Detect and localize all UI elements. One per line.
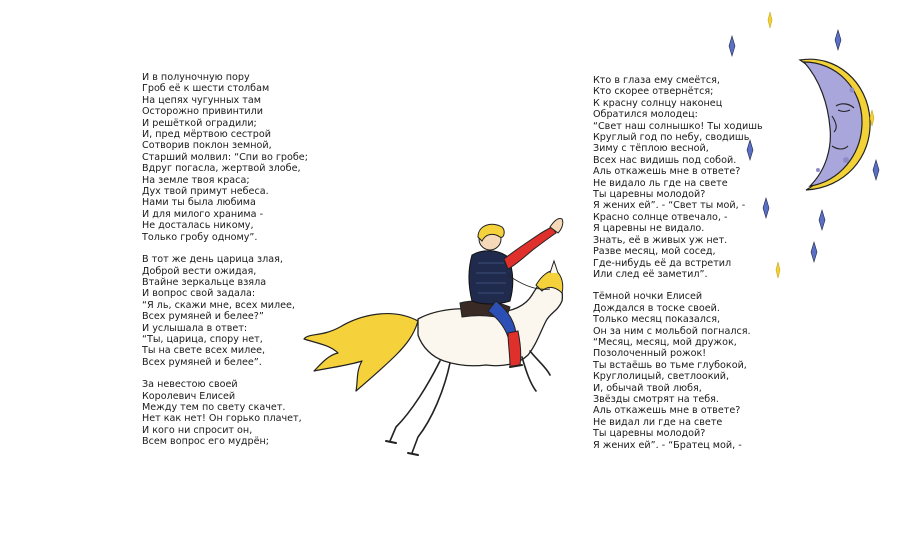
prince-raised-arm	[504, 227, 556, 269]
stanza	[142, 379, 308, 447]
poem-line: Круглолицый, светлоокий,	[593, 371, 730, 383]
poem-line: И услышала в ответ:	[142, 322, 248, 334]
poem-line: Доброй вести ожидая,	[142, 265, 257, 277]
poem-line: Всех румяней и белее”.	[142, 356, 262, 368]
poem-line: Не видало ль где на свете	[593, 177, 728, 189]
poem-line: Вдруг погасла, жертвой злобе,	[142, 163, 301, 175]
horse-ear	[550, 261, 558, 273]
poem-line: Позолоченный рожок!	[593, 348, 707, 360]
poem-line: Кто скорее отвернётся;	[593, 86, 714, 98]
horse-tail	[304, 314, 418, 391]
star-icon	[870, 110, 874, 126]
poem-line: Я царевны не видало.	[593, 223, 705, 235]
poem-line: Осторожно привинтили	[142, 106, 264, 118]
poem-line: Круглый год по небу, сводишь	[593, 132, 750, 144]
poem-line: Только месяц показался,	[593, 314, 721, 326]
poem-line: Сотворив поклон земной,	[142, 140, 272, 152]
poem-line: “Свет наш солнышко! Ты ходишь	[593, 120, 763, 132]
poem-line: На цепях чугунных там	[142, 94, 261, 106]
poem-line: Ты царевны молодой?	[593, 189, 706, 201]
poem-line: К красну солнцу наконец	[593, 97, 723, 109]
poem-line: И решёткой оградили;	[142, 117, 257, 129]
stanza	[593, 291, 763, 451]
stars-group	[720, 0, 900, 290]
poem-line: “Ты, царица, спору нет,	[142, 333, 263, 345]
poem-line: На земле твоя краса;	[142, 174, 250, 186]
poem-line: Дух твой примут небеса.	[142, 186, 269, 198]
poem-line: Старший молвил: “Спи во гробе;	[142, 151, 308, 163]
poem-column-left	[142, 72, 308, 459]
poem-line: Тёмной ночки Елисей	[593, 291, 703, 303]
poem-line: И для милого хранима -	[142, 208, 264, 220]
poem-line: Всем вопрос его мудрён;	[142, 436, 270, 448]
poem-line: Он за ним с мольбой погнался.	[593, 325, 751, 337]
poem-line: Всех нас видишь под собой.	[593, 154, 737, 166]
poem-line: Звёзды смотрят на тебя.	[593, 393, 719, 405]
star-icon	[835, 30, 841, 50]
poem-line: Не досталась никому,	[142, 220, 254, 232]
star-icon	[776, 262, 780, 278]
poem-line: И кого ни спросит он,	[142, 424, 253, 436]
stanza	[142, 72, 308, 243]
poem-line: Между тем по свету скачет.	[142, 401, 286, 413]
poem-line: Красно солнце отвечало, -	[593, 211, 728, 223]
star-icon	[873, 160, 879, 180]
poem-line: Зиму с тёплою весной,	[593, 143, 709, 155]
poem-line: И, обычай твой любя,	[593, 382, 702, 394]
poem-line: Я жених ей”. - “Свет ты мой, -	[593, 200, 746, 212]
poem-line: И в полуночную пору	[142, 72, 250, 83]
poem-line: Ты на свете всех милее,	[142, 345, 266, 357]
poem-line: Ты встаёшь во тьме глубокой,	[593, 359, 747, 371]
poem-line: Всех румяней и белее?”	[142, 311, 264, 323]
poem-line: Или след её заметил”.	[593, 268, 708, 280]
poem-line: И, пред мёртвою сестрой	[142, 129, 271, 141]
poem-line: Аль откажешь мне в ответе?	[593, 166, 741, 178]
poem-line: “Я ль, скажи мне, всех милее,	[142, 299, 295, 311]
poem-line: Только гробу одному”.	[142, 231, 258, 243]
poem-line: Нет как нет! Он горько плачет,	[142, 413, 302, 425]
poem-line: “Месяц, месяц, мой дружок,	[593, 336, 737, 348]
star-icon	[763, 198, 769, 218]
poem-line: В тот же день царица злая,	[142, 254, 283, 266]
poem-line: Аль откажешь мне в ответе?	[593, 405, 741, 417]
star-icon	[747, 140, 753, 160]
poem-line: Разве месяц, мой сосед,	[593, 246, 716, 258]
poem-line: Кто в глаза ему смеётся,	[593, 75, 720, 86]
prince-on-horse-illustration	[300, 215, 580, 465]
poem-line: Нами ты была любима	[142, 197, 256, 209]
poem-line: Втайне зеркальце взяла	[142, 276, 267, 288]
star-icon	[819, 210, 825, 230]
poem-line: Дождался в тоске своей.	[593, 302, 720, 314]
poem-line: Не видал ли где на свете	[593, 416, 723, 428]
star-icon	[811, 242, 817, 262]
poem-line: Обратился молодец:	[593, 109, 698, 121]
poem-line: Ты царевны молодой?	[593, 428, 706, 440]
poem-line: И вопрос свой задала:	[142, 288, 256, 300]
poem-line: Гроб её к шести столбам	[142, 83, 270, 95]
poem-line: За невестою своей	[142, 379, 238, 391]
prince-boot	[508, 331, 521, 367]
star-icon	[729, 36, 735, 56]
poem-line: Я жених ей”. - “Братец мой, -	[593, 439, 742, 451]
stanza	[142, 254, 308, 368]
poem-line: Знать, её в живых уж нет.	[593, 234, 728, 246]
star-icon	[768, 12, 772, 28]
poem-line: Королевич Елисей	[142, 390, 236, 402]
horse-hind-leg	[390, 361, 450, 453]
poem-line: Где-нибудь её да встретил	[593, 257, 732, 269]
